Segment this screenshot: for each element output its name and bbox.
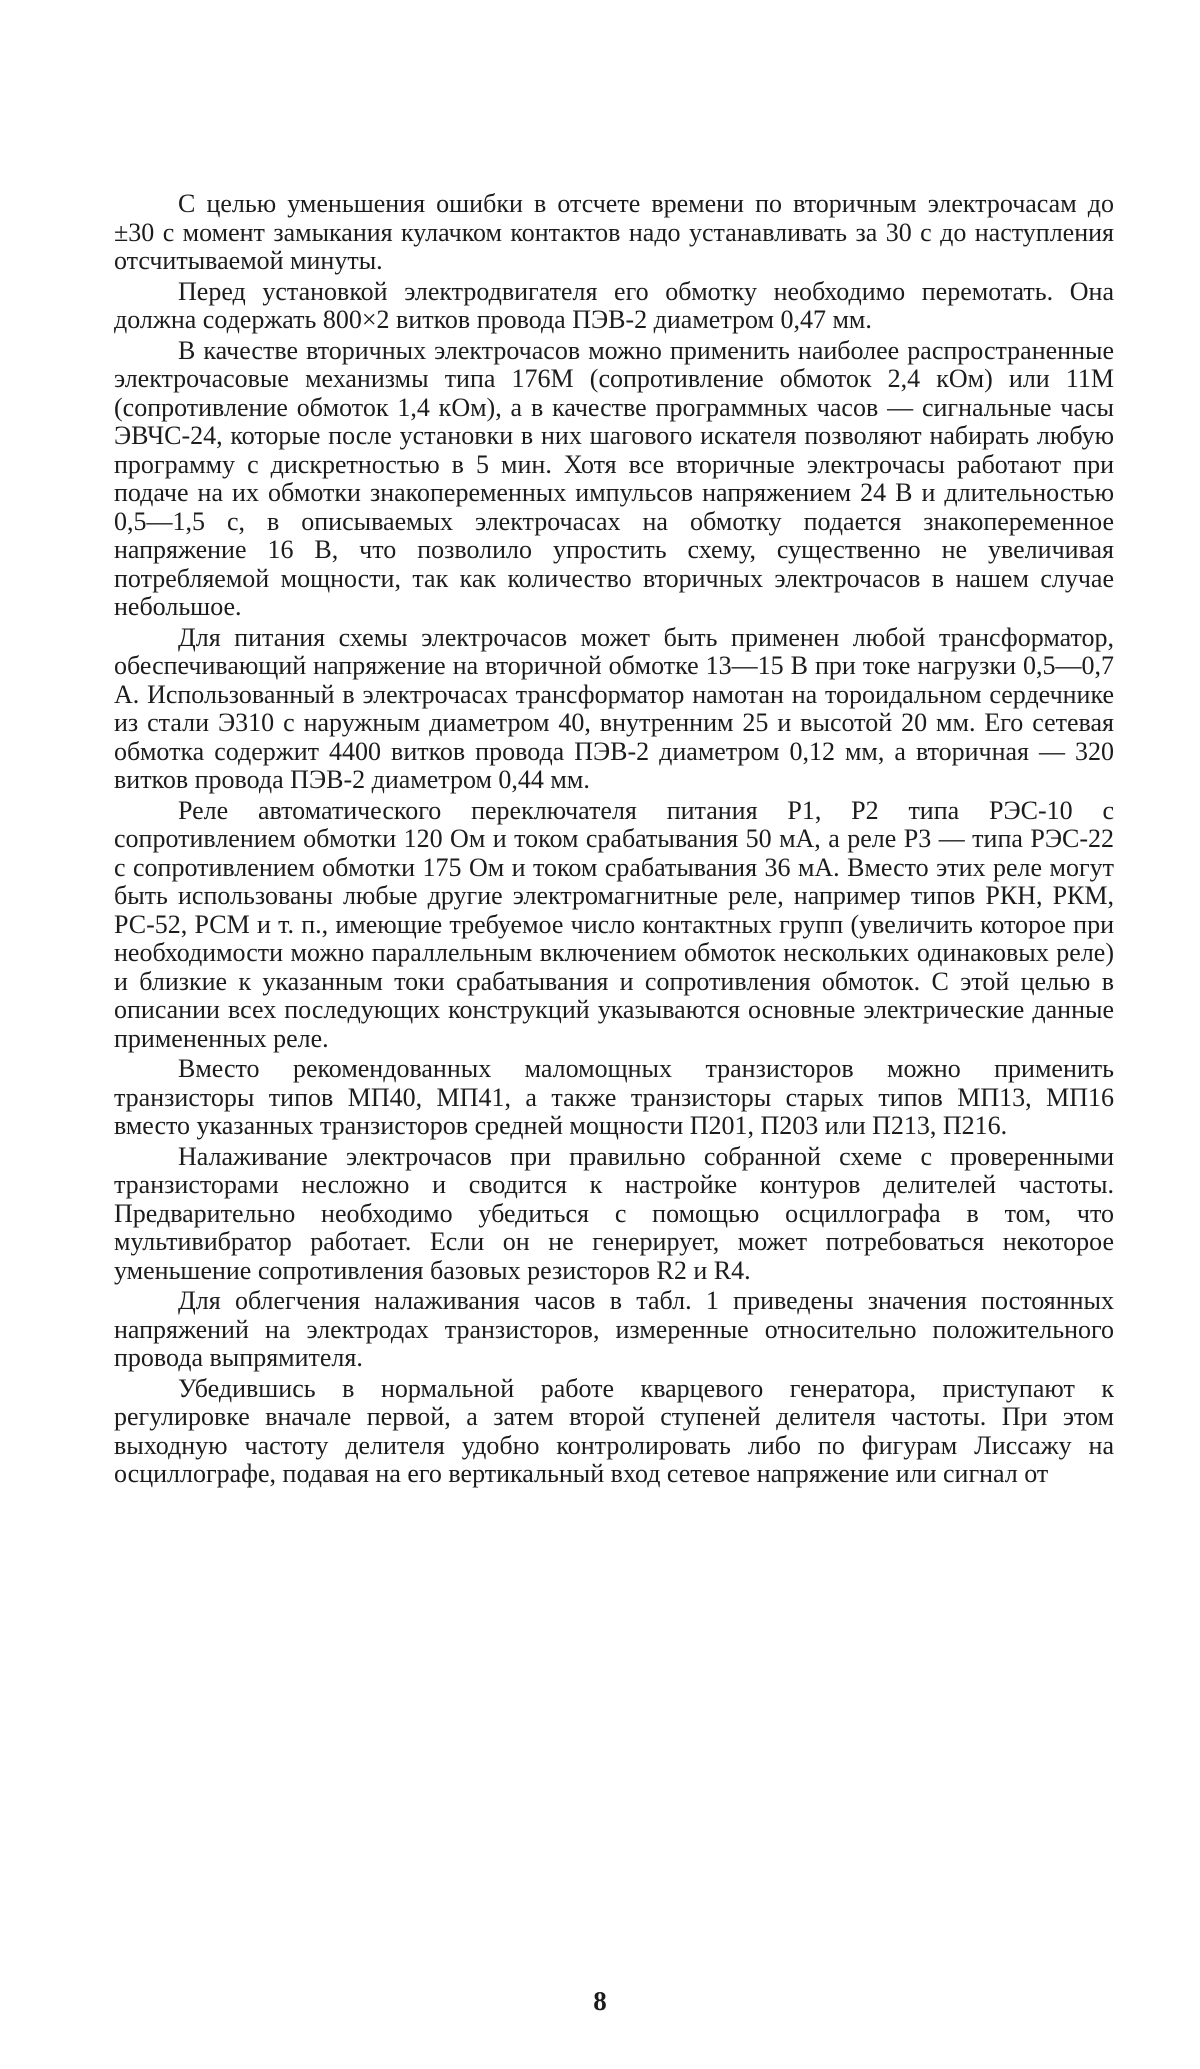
paragraph-6: Вместо рекомендованных маломощных транзисторов можно применить транзисторы типов МП40, МП41, а также транзисторы старых типов МП13, МП16 вместо указанных транзисторов средней мощности П201, П203 или П213, П216. — [114, 1054, 1114, 1140]
body-text — [114, 190, 1114, 1491]
paragraph-7: Налаживание электрочасов при правильно собранной схеме с проверенными транзисторами несложно и сводится к настройке контуров делителей частоты. Предварительно необходимо убедиться с помощью осциллографа в том, что мультивибратор работает. Если он не генерирует, может потребоваться некоторое уменьшение сопротивления базовых резисторов R2 и R4. — [114, 1141, 1114, 1285]
paragraph-2: Перед установкой электродвигателя его обмотку необходимо перемотать. Она должна содержать 800×2 витков провода ПЭВ-2 диаметром 0,47 мм. — [114, 276, 1114, 334]
paragraph-8: Для облегчения налаживания часов в табл. 1 приведены значения постоянных напряжений на электродах транзисторов, измеренные относительно положительного провода выпрямителя. — [114, 1286, 1114, 1372]
paragraph-1: С целью уменьшения ошибки в отсчете времени по вторичным электрочасам до ±30 с момент замыкания кулачком контактов надо устанавливать за 30 с до наступления отсчитываемой минуты. — [114, 189, 1114, 275]
page-number: 8 — [593, 1986, 607, 2016]
paragraph-4: Для питания схемы электрочасов может быть применен любой трансформатор, обеспечивающий напряжение на вторичной обмотке 13—15 В при токе нагрузки 0,5—0,7 А. Использованный в электрочасах трансформатор намотан на тороидальном сердечнике из стали Э310 с наружным диаметром 40, внутренним 25 и высотой 20 мм. Его сетевая обмотка содержит 4400 витков провода ПЭВ-2 диаметром 0,12 мм, а вторичная — 320 витков провода ПЭВ-2 диаметром 0,44 мм. — [114, 622, 1114, 794]
paragraph-5: Реле автоматического переключателя питания Р1, Р2 типа РЭС-10 с сопротивлением обмотки 120 Ом и током срабатывания 50 мА, а реле Р3 — типа РЭС-22 с сопротивлением обмотки 175 Ом и током срабатывания 36 мА. Вместо этих реле могут быть использованы любые другие электромагнитные реле, например типов РКН, РКМ, РС-52, РСМ и т. п., имеющие требуемое число контактных групп (увеличить которое при необходимости можно параллельным включением обмоток нескольких одинаковых реле) и близкие к указанным токи срабатывания и сопротивления обмоток. С этой целью в описании всех последующих конструкций указываются основные электрические данные примененных реле. — [114, 795, 1114, 1053]
paragraph-9: Убедившись в нормальной работе кварцевого генератора, приступают к регулировке вначале первой, а затем второй ступеней делителя частоты. При этом выходную частоту делителя удобно контролировать либо по фигурам Лиссажу на осциллографе, подавая на его вертикальный вход сетевое напряжение или сигнал от — [114, 1373, 1114, 1488]
paragraph-3: В качестве вторичных электрочасов можно применить наиболее распространенные электрочасовые механизмы типа 176М (сопротивление обмоток 2,4 кОм) или 11М (сопротивление обмоток 1,4 кОм), а в качестве программных часов — сигнальные часы ЭВЧС-24, которые после установки в них шагового искателя позволяют набирать любую программу с дискретностью в 5 мин. Хотя все вторичные электрочасы работают при подаче на их обмотки знакопеременных импульсов напряжением 24 В и длительностью 0,5—1,5 с, в описываемых электрочасах на обмотку подается знакопеременное напряжение 16 В, что позволило упростить схему, существенно не увеличивая потребляемой мощности, так как количество вторичных электрочасов в нашем случае небольшое. — [114, 335, 1114, 621]
